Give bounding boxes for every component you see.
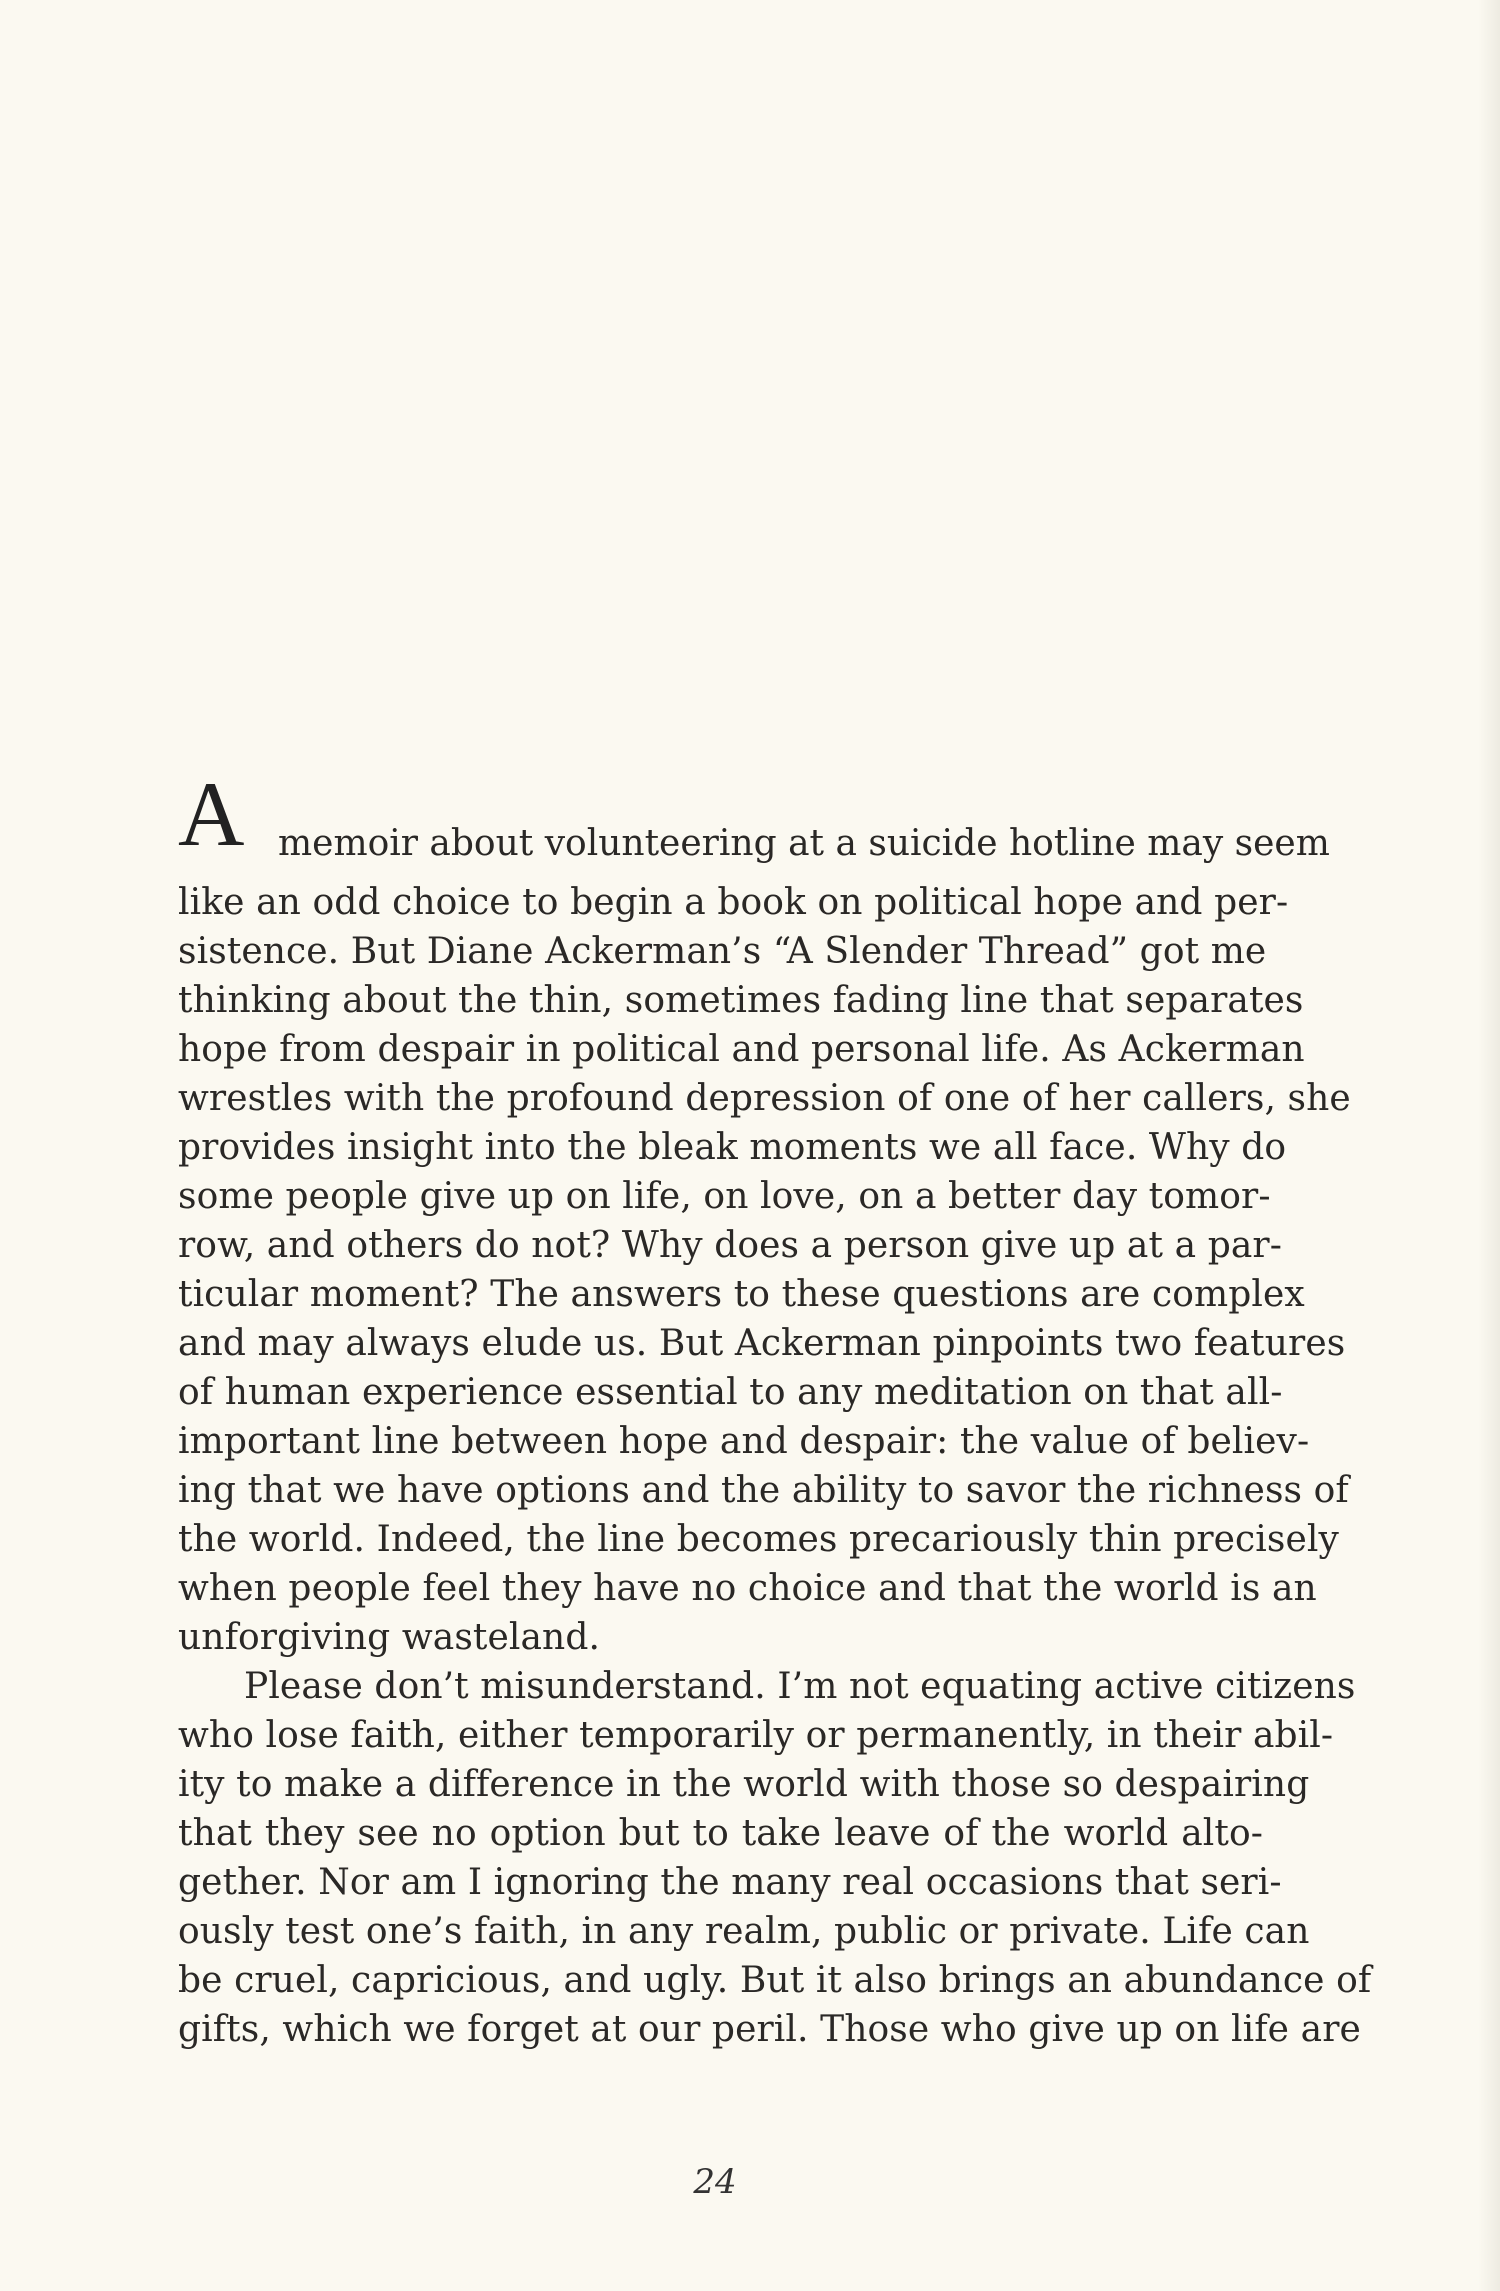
drop-cap: A xyxy=(178,763,245,865)
paragraph-1-line-5: hope from despair in political and personal life. As Ackerman xyxy=(178,1029,1305,1070)
paragraph-2-line-1: Please don’t misunderstand. I’m not equating active citizens xyxy=(244,1666,1356,1707)
paragraph-1-line-17: unforgiving wasteland. xyxy=(178,1617,601,1658)
paragraph-1-line-2: like an odd choice to begin a book on political hope and per- xyxy=(178,882,1289,923)
paragraph-1-line-11: and may always elude us. But Ackerman pinpoints two features xyxy=(178,1323,1346,1364)
paragraph-1-line-8: some people give up on life, on love, on a better day tomor- xyxy=(178,1176,1271,1217)
paragraph-2-line-6: ously test one’s faith, in any realm, public or private. Life can xyxy=(178,1911,1310,1952)
paragraph-1-line-4: thinking about the thin, sometimes fading line that separates xyxy=(178,980,1304,1021)
paragraph-1-line-13: important line between hope and despair: the value of believ- xyxy=(178,1421,1310,1462)
paragraph-1-line-12: of human experience essential to any meditation on that all- xyxy=(178,1372,1283,1413)
paragraph-1-line-3: sistence. But Diane Ackerman’s “A Slender Thread” got me xyxy=(178,931,1267,972)
paragraph-1-line-9: row, and others do not? Why does a person give up at a par- xyxy=(178,1225,1282,1266)
paragraph-2-line-4: that they see no option but to take leave of the world alto- xyxy=(178,1813,1263,1854)
page-number: 24 xyxy=(693,2162,737,2202)
page-edge-shadow xyxy=(1478,0,1500,2291)
paragraph-1-line-10: ticular moment? The answers to these questions are complex xyxy=(178,1274,1305,1315)
paragraph-1-line-7: provides insight into the bleak moments we all face. Why do xyxy=(178,1127,1287,1168)
paragraph-2-line-2: who lose faith, either temporarily or permanently, in their abil- xyxy=(178,1715,1334,1756)
paragraph-2-line-3: ity to make a difference in the world with those so despairing xyxy=(178,1764,1310,1805)
paragraph-1-line-6: wrestles with the profound depression of one of her callers, she xyxy=(178,1078,1351,1119)
paragraph-2-line-5: gether. Nor am I ignoring the many real occasions that seri- xyxy=(178,1862,1282,1903)
paragraph-1-line-16: when people feel they have no choice and that the world is an xyxy=(178,1568,1317,1609)
paragraph-2-line-8: gifts, which we forget at our peril. Those who give up on life are xyxy=(178,2009,1361,2050)
paragraph-1-line-15: the world. Indeed, the line becomes precariously thin precisely xyxy=(178,1519,1339,1560)
paragraph-2-line-7: be cruel, capricious, and ugly. But it also brings an abundance of xyxy=(178,1960,1372,2001)
paragraph-1-line-14: ing that we have options and the ability to savor the richness of xyxy=(178,1470,1349,1511)
paragraph-1-line-1: memoir about volunteering at a suicide hotline may seem xyxy=(278,823,1330,864)
